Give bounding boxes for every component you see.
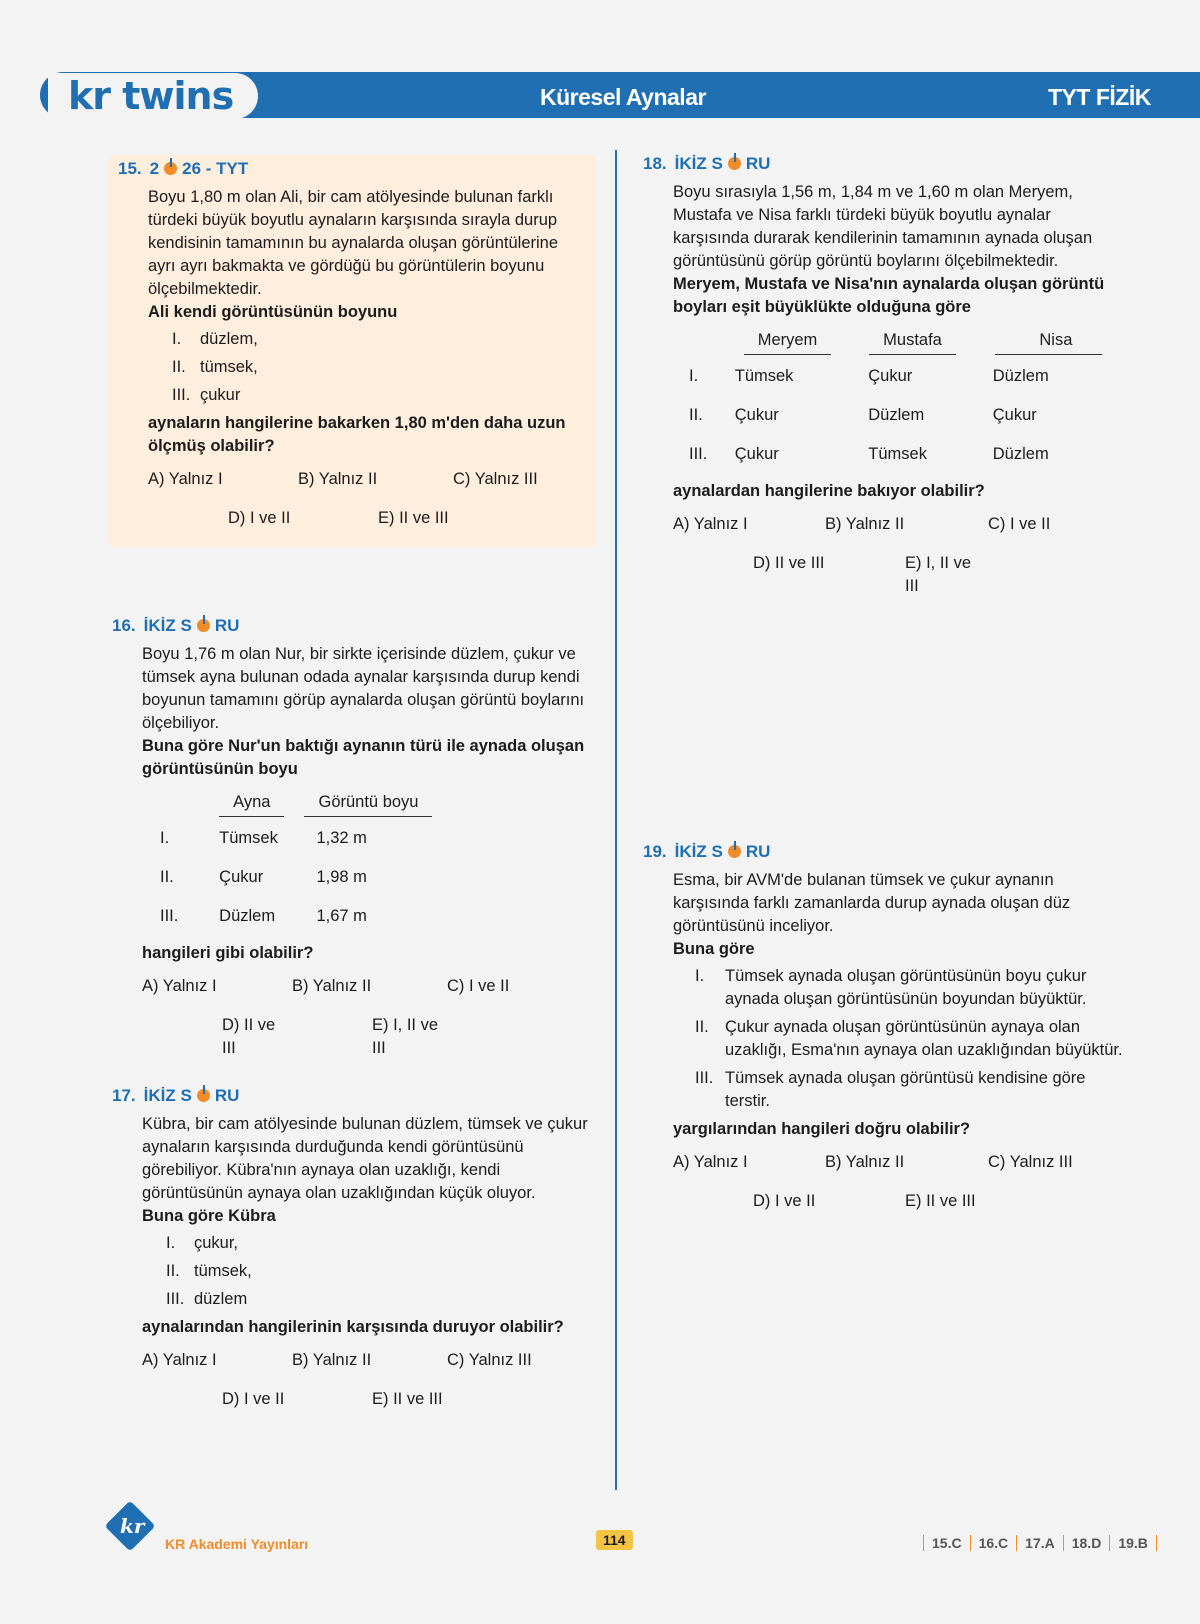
choice-b[interactable]: B) Yalnız II [825, 515, 905, 533]
clock-icon [728, 845, 741, 858]
question-number-text: 15. [118, 159, 142, 178]
choice-a[interactable]: A) Yalnız I [142, 977, 217, 995]
question-prompt: yargılarından hangileri doğru olabilir? [673, 1120, 971, 1138]
publisher-logo-text: kr [120, 1514, 145, 1538]
tag-pre: 2 [149, 159, 160, 178]
question-prompt: aynalardan hangilerine bakıyor olabilir? [673, 482, 985, 500]
choice-c[interactable]: C) I ve II [988, 515, 1051, 533]
list-item: I. düzlem, [172, 330, 258, 348]
question-15 [118, 157, 578, 530]
answer-key-item: 18.D [1063, 1535, 1110, 1551]
table-row: I. Tümsek 1,32 m [160, 829, 367, 847]
question-stem: Kübra, bir cam atölyesinde bulunan düzlem, tümsek ve çukur aynaların karşısında durduğunda kendi görüntüsünü görebiliyor. Kübra'nın aynaya olan uzaklığı, kendi görüntüsünün aynaya olan uzaklığından küçük oluyor. [142, 1115, 588, 1202]
answer-key [923, 1535, 1157, 1551]
answer-key-item: 19.B [1109, 1535, 1157, 1551]
options-table [673, 327, 1123, 474]
question-lead: Buna göre [673, 940, 755, 958]
table-row: I. Tümsek Çukur Düzlem [689, 367, 1049, 385]
question-number: 19. İKİZ S RU [643, 842, 771, 861]
options-table [142, 789, 442, 936]
subject-title: TYT FİZİK [1048, 84, 1151, 110]
page-number: 114 [596, 1530, 633, 1550]
list-item: I. Tümsek aynada oluşan görüntüsünün boyu çukur aynada oluşan görüntüsünün boyundan büyüktür. [695, 967, 1087, 1008]
choice-e[interactable]: E) II ve III [905, 1192, 976, 1210]
column-divider [615, 150, 617, 1490]
question-number [118, 157, 578, 180]
choice-a[interactable]: A) Yalnız I [673, 1153, 748, 1171]
list-item: I. çukur, [166, 1234, 239, 1252]
question-lead: Buna göre Kübra [142, 1207, 276, 1225]
choice-c[interactable]: C) Yalnız III [453, 470, 538, 488]
choice-a[interactable]: A) Yalnız I [148, 470, 223, 488]
choice-b[interactable]: B) Yalnız II [298, 470, 378, 488]
list-item: II. tümsek, [166, 1262, 252, 1280]
answer-key-item: 15.C [923, 1535, 970, 1551]
question-16 [112, 614, 592, 1060]
answer-choices [673, 513, 1123, 598]
table-row: II. Çukur 1,98 m [160, 868, 367, 886]
question-number: 16. İKİZ S RU [112, 616, 240, 635]
choice-b[interactable]: B) Yalnız II [292, 1351, 372, 1369]
answer-key-item: 16.C [970, 1535, 1017, 1551]
clock-icon [728, 157, 741, 170]
list-item: III. düzlem [166, 1290, 248, 1308]
choice-d[interactable]: D) I ve II [753, 1192, 816, 1210]
answer-choices [148, 468, 578, 530]
brand-logo [48, 73, 258, 119]
table-header: Ayna [219, 791, 284, 817]
choice-b[interactable]: B) Yalnız II [825, 1153, 905, 1171]
clock-icon [197, 619, 210, 632]
roman-list [166, 1232, 592, 1311]
question-18 [643, 152, 1123, 598]
table-header: Mustafa [869, 329, 956, 355]
choice-e[interactable]: E) I, II ve III [372, 1016, 439, 1057]
clock-icon [164, 162, 177, 175]
choice-d[interactable]: D) II ve III [222, 1016, 276, 1057]
answer-choices [142, 975, 592, 1060]
question-stem: Boyu 1,80 m olan Ali, bir cam atölyesinde bulunan farklı türdeki büyük boyutlu aynaların karşısında sırayla durup kendisinin tamamının bu aynalarda oluşan görüntülerine ayrı ayrı bakmakta ve gördüğü bu görüntülerin boyunu ölçebilmektedir. [148, 188, 559, 298]
question-stem: Boyu sırasıyla 1,56 m, 1,84 m ve 1,60 m olan Meryem, Mustafa ve Nisa farklı türdeki büyük boyutlu aynalar karşısında durarak kendilerinin tamamının aynada oluşan görüntüsünü görüp görüntü boylarını ölçebilmektedir. [673, 183, 1093, 270]
choice-b[interactable]: B) Yalnız II [292, 977, 372, 995]
answer-key-item: 17.A [1016, 1535, 1063, 1551]
choice-e[interactable]: E) II ve III [372, 1390, 443, 1408]
choice-a[interactable]: A) Yalnız I [142, 1351, 217, 1369]
question-number: 17. İKİZ S RU [112, 1086, 240, 1105]
publisher-name: KR Akademi Yayınları [165, 1536, 309, 1552]
question-lead: Meryem, Mustafa ve Nisa'nın aynalarda oluşan görüntü boyları eşit büyüklükte olduğuna göre [673, 275, 1105, 316]
table-row: II. Çukur Düzlem Çukur [689, 406, 1037, 424]
clock-icon [197, 1089, 210, 1102]
question-prompt: hangileri gibi olabilir? [142, 944, 314, 962]
choice-e[interactable]: E) I, II ve III [905, 554, 972, 595]
question-17 [112, 1084, 592, 1411]
question-19 [643, 840, 1123, 1213]
choice-c[interactable]: C) I ve II [447, 977, 510, 995]
table-header: Nisa [995, 329, 1102, 355]
question-lead: Buna göre Nur'un baktığı aynanın türü ile aynada oluşan görüntüsünün boyu [142, 737, 585, 778]
choice-c[interactable]: C) Yalnız III [447, 1351, 532, 1369]
question-stem: Esma, bir AVM'de bulanan tümsek ve çukur aynanın karşısında farklı zamanlarda durup aynada oluşan düz görüntüsünü inceliyor. [673, 871, 1071, 935]
list-item: II. tümsek, [172, 358, 258, 376]
answer-choices [673, 1151, 1123, 1213]
list-item: II. Çukur aynada oluşan görüntüsünün aynaya olan uzaklığı, Esma'nın aynaya olan uzaklığından büyüktür. [695, 1018, 1123, 1059]
tag-post: 26 - TYT [182, 159, 249, 178]
choice-d[interactable]: D) II ve III [753, 554, 825, 572]
choice-e[interactable]: E) II ve III [378, 509, 449, 527]
brand-text: kr twins [68, 74, 234, 118]
table-row: III. Düzlem 1,67 m [160, 907, 367, 925]
question-prompt: aynaların hangilerine bakarken 1,80 m'den daha uzun ölçmüş olabilir? [148, 414, 566, 455]
question-prompt: aynalarından hangilerinin karşısında duruyor olabilir? [142, 1318, 564, 1336]
table-header: Görüntü boyu [304, 791, 432, 817]
table-header: Meryem [744, 329, 832, 355]
list-item: III. çukur [172, 386, 241, 404]
choice-a[interactable]: A) Yalnız I [673, 515, 748, 533]
list-item: III. Tümsek aynada oluşan görüntüsü kendisine göre terstir. [695, 1069, 1086, 1110]
choice-d[interactable]: D) I ve II [228, 509, 291, 527]
choice-c[interactable]: C) Yalnız III [988, 1153, 1073, 1171]
roman-list [172, 328, 578, 407]
question-stem: Boyu 1,76 m olan Nur, bir sirkte içerisinde düzlem, çukur ve tümsek ayna bulunan odada aynalar karşısında durup kendi boyunun tamamını görüp aynalarda oluşan görüntü boylarını ölçebiliyor. [142, 645, 585, 732]
table-row: III. Çukur Tümsek Düzlem [689, 445, 1049, 463]
answer-choices [142, 1349, 592, 1411]
choice-d[interactable]: D) I ve II [222, 1390, 285, 1408]
question-lead: Ali kendi görüntüsünün boyunu [148, 303, 398, 321]
question-number: 18. İKİZ S RU [643, 154, 771, 173]
section-title: Küresel Aynalar [540, 84, 706, 110]
roman-list [695, 965, 1123, 1113]
